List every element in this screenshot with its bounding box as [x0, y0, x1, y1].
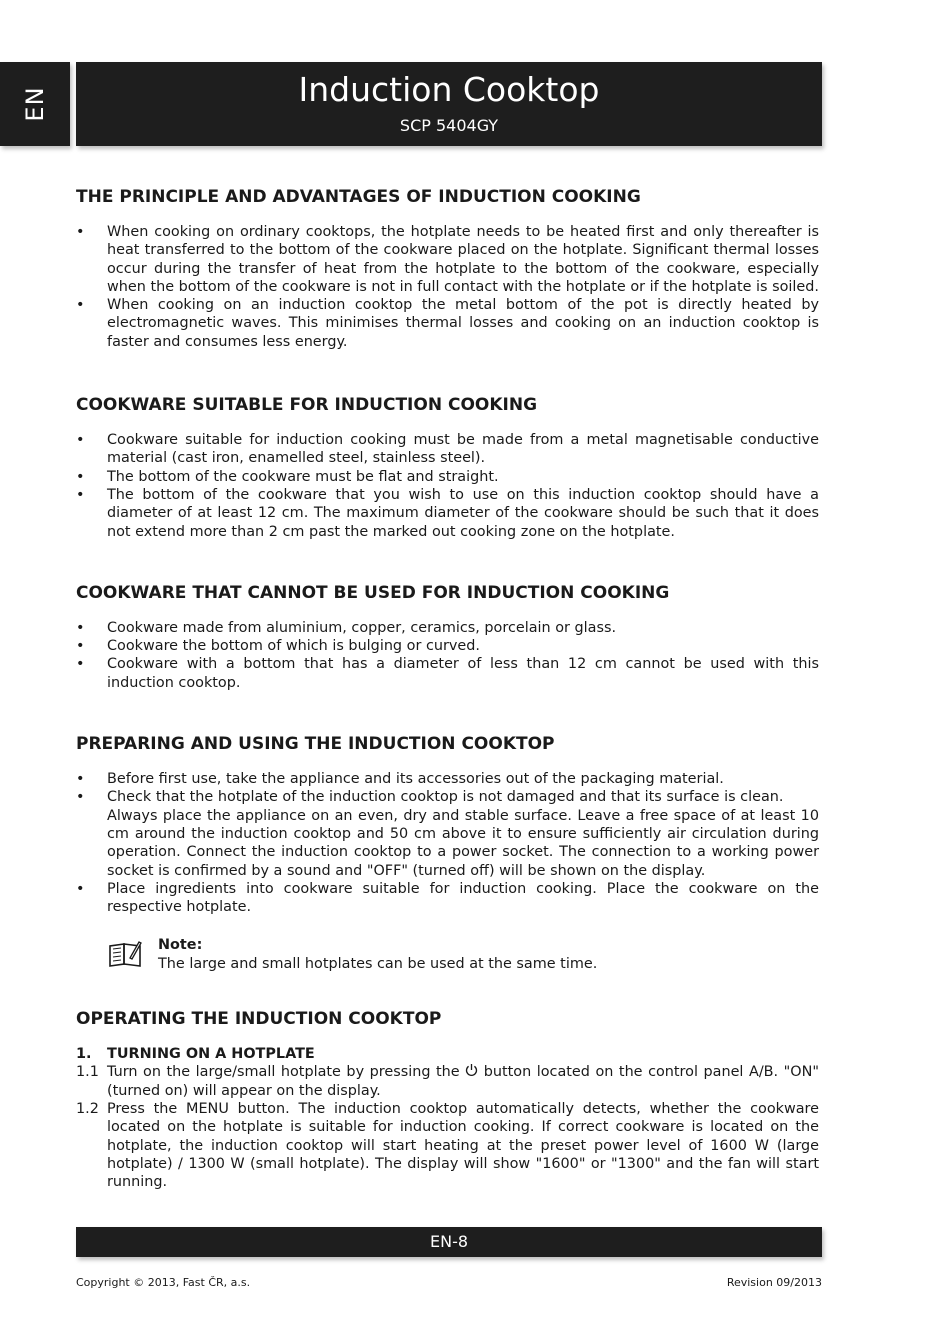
bullet-list — [76, 880, 819, 917]
step-text-before: Turn on the large/small hotplate by pressing the — [107, 1064, 460, 1081]
step-number: 1.1 — [76, 1064, 99, 1081]
bullet-list — [76, 431, 819, 541]
bullet-item: • Cookware suitable for induction cooking must be made from a metal magnetisable conductive material (cast iron, enamelled steel, stainless steel). — [76, 431, 819, 468]
note-box — [76, 936, 819, 973]
section-heading: THE PRINCIPLE AND ADVANTAGES OF INDUCTION COOKING — [76, 187, 641, 207]
step-heading — [76, 1045, 819, 1063]
page-number-bar — [76, 1227, 822, 1257]
bullet-item: • Before first use, take the appliance and its accessories out of the packaging material. — [76, 770, 819, 788]
bullet-item: • When cooking on ordinary cooktops, the hotplate needs to be heated first and only thereafter is heat transferred to the bottom of the cookware placed on the hotplate. Significant thermal losses occur during the transfer of heat from the hotplate to the bottom of the cookware, especially when the bottom of the cookware is not in full contact with the hotplate or if the hotplate is soiled. — [76, 223, 819, 296]
bullet-list — [76, 619, 819, 692]
copyright-notice: Copyright © 2013, Fast ČR, a.s. — [76, 1276, 251, 1289]
open-book-icon — [108, 940, 142, 968]
revision-label: Revision 09/2013 — [726, 1276, 822, 1289]
bullet-item: • When cooking on an induction cooktop the metal bottom of the pot is directly heated by electromagnetic waves. This minimises thermal losses and cooking on an induction cooktop is faster and consumes less energy. — [76, 296, 819, 351]
bullet-item: • The bottom of the cookware must be flat and straight. — [76, 468, 819, 486]
bullet-item: • Check that the hotplate of the induction cooktop is not damaged and that its surface is clean. — [76, 788, 819, 806]
step-item — [76, 1100, 819, 1191]
step-text-after: button located on the control panel A/B. "ON" (turned on) will appear on the display. — [107, 1064, 819, 1099]
section-preparing — [76, 732, 819, 973]
title-banner — [76, 62, 822, 146]
model-number: SCP 5404GY — [399, 116, 499, 135]
bullet-list — [76, 223, 819, 351]
page-number: EN-8 — [429, 1232, 469, 1251]
section-heading: COOKWARE THAT CANNOT BE USED FOR INDUCTION COOKING — [76, 582, 670, 603]
page-title: Induction Cooktop — [298, 70, 600, 109]
bullet-item: • Cookware the bottom of which is bulging or curved. — [76, 637, 819, 655]
document-body — [76, 185, 819, 1191]
bullet-item: • Cookware with a bottom that has a diameter of less than 12 cm cannot be used with this induction cooktop. — [76, 655, 819, 692]
note-text: The large and small hotplates can be used at the same time. — [158, 955, 598, 972]
section-heading: OPERATING THE INDUCTION COOKTOP — [76, 1009, 442, 1030]
section-heading: COOKWARE SUITABLE FOR INDUCTION COOKING — [76, 395, 538, 416]
section-suitable-cookware — [76, 393, 819, 541]
step-number: 1. — [76, 1046, 92, 1063]
bullet-item: • The bottom of the cookware that you wish to use on this induction cooktop should have a diameter of at least 12 cm. The maximum diameter of the cookware should be such that it does not extend more than 2 cm past the marked out cooking zone on the hotplate. — [76, 486, 819, 541]
step-title: TURNING ON A HOTPLATE — [107, 1046, 315, 1063]
bullet-item: • Place ingredients into cookware suitable for induction cooking. Place the cookware on the respective hotplate. — [76, 880, 819, 917]
language-label: EN — [21, 86, 49, 122]
step-number: 1.2 — [76, 1100, 99, 1117]
section-heading: PREPARING AND USING THE INDUCTION COOKTOP — [76, 734, 555, 755]
bullet-item: • Cookware made from aluminium, copper, ceramics, porcelain or glass. — [76, 619, 819, 637]
bullet-list — [76, 770, 819, 807]
paragraph-continuation: Always place the appliance on an even, dry and stable surface. Leave a free space of at least 10 cm around the induction cooktop and 50 cm above it to ensure sufficiently air circulation during operation. Connect the induction cooktop to a power socket. The connection to a working power socket is confirmed by a sound and "OFF" (turned off) will be shown on the display. — [107, 807, 819, 879]
numbered-list — [76, 1045, 819, 1191]
section-unsuitable-cookware — [76, 581, 819, 692]
step-item — [76, 1063, 819, 1100]
section-principle — [76, 185, 819, 351]
step-text: Press the MENU button. The induction cooktop automatically detects, whether the cookware located on the hotplate is suitable for induction cooking. If correct cookware is located on the hotplate, the induction cooktop will start heating at the preset power level of 1600 W (large hotplate) / 1300 W (small hotplate). The display will show "1600" or "1300" and the fan will start running. — [107, 1100, 819, 1191]
section-operating — [76, 1007, 819, 1191]
note-title: Note: — [158, 937, 203, 954]
language-tab — [0, 62, 70, 146]
power-icon — [465, 1063, 478, 1077]
